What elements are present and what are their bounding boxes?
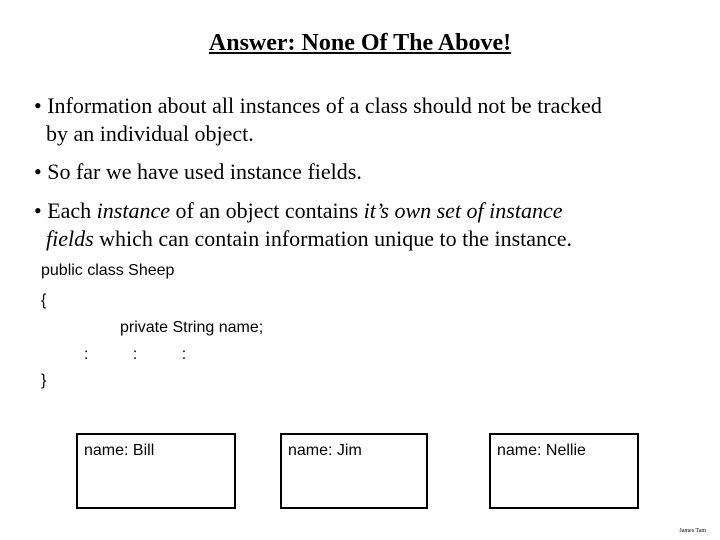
bullet-instances-tracking bbox=[34, 92, 694, 148]
code-ellipsis: : : : bbox=[84, 346, 187, 363]
slide-title-text: Answer: None Of The Above! bbox=[208, 30, 512, 56]
instance-box-label: name: Bill bbox=[84, 442, 155, 459]
instance-box-bill bbox=[76, 433, 236, 509]
bullet-1-line-1: • Information about all instances of a class should not be tracked bbox=[34, 93, 602, 118]
slide-title bbox=[0, 30, 720, 57]
instance-box-label: name: Jim bbox=[288, 442, 362, 459]
bullet-3-part-2: of an object contains bbox=[170, 198, 364, 223]
instance-box-nellie bbox=[489, 433, 639, 509]
bullet-3-emphasis-instance: instance bbox=[96, 198, 170, 223]
bullet-1-line-2: by an individual object. bbox=[46, 121, 254, 146]
code-class-declaration: public class Sheep bbox=[41, 262, 175, 279]
author-footer: James Tam bbox=[679, 528, 706, 534]
code-field-declaration: private String name; bbox=[120, 319, 264, 336]
bullet-3-part-1: • Each bbox=[34, 198, 97, 223]
bullet-3-emphasis-own-set: it’s own set of instance bbox=[363, 198, 563, 223]
bullet-instance-fields bbox=[34, 158, 694, 186]
bullet-2-text: • So far we have used instance fields. bbox=[34, 159, 362, 184]
bullet-own-set bbox=[34, 197, 694, 253]
instance-box-label: name: Nellie bbox=[497, 442, 586, 459]
bullet-3-emphasis-fields: fields bbox=[46, 226, 94, 251]
bullet-3-part-3: which can contain information unique to the instance. bbox=[93, 226, 573, 251]
code-open-brace: { bbox=[41, 292, 47, 309]
code-close-brace: } bbox=[41, 372, 47, 389]
instance-box-jim bbox=[280, 433, 428, 509]
